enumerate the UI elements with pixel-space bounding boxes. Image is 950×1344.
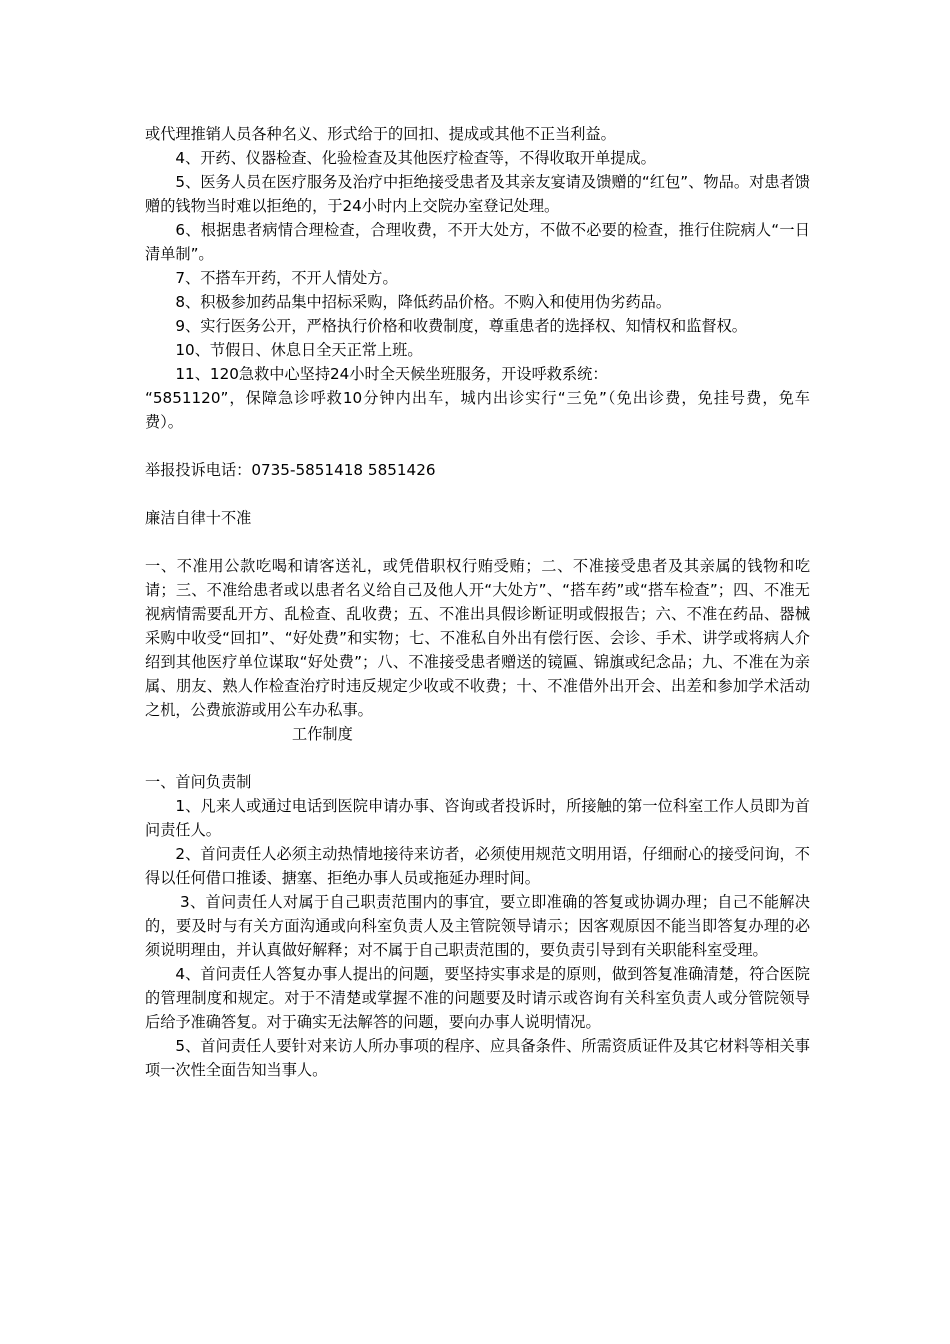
rule-item-7: 7、不搭车开药，不开人情处方。 <box>175 269 398 287</box>
ten-rules-body: 一、不准用公款吃喝和请客送礼，或凭借职权行贿受贿；二、不准接受患者及其亲属的钱物和吃请；三、不准给患者或以患者名义给自己及他人开“大处方”、“搭车药”或“搭车检查”；四、不准无视病情需要乱开方、乱检查、乱收费；五、不准出具假诊断证明或假报告；六、不准在药品、器械采购中收受“回扣”、“好处费”和实物；七、不准私自外出有偿行医、会诊、手术、讲学或将病人介绍到其他医疗单位谋取“好处费”；八、不准接受患者赠送的镜匾、锦旗或纪念品；九、不准在为亲属、朋友、熟人作检查治疗时违反规定少收或不收费；十、不准借外出开会、出差和参加学术活动之机，公费旅游或用公车办私事。 <box>145 557 810 719</box>
rule-item-10: 10、节假日、休息日全天正常上班。 <box>175 341 423 359</box>
rule-item-9: 9、实行医务公开，严格执行价格和收费制度，尊重患者的选择权、知情权和监督权。 <box>175 317 747 335</box>
work-item-4: 4、首问责任人答复办事人提出的问题，要坚持实事求是的原则，做到答复准确清楚，符合医院的管理制度和规定。对于不清楚或掌握不准的问题要及时请示或咨询有关科室负责人或分管院领导后给予准确答复。对于确实无法解答的问题，要向办事人说明情况。 <box>145 965 810 1031</box>
work-system-title: 工作制度 <box>292 725 353 743</box>
document-page <box>145 122 810 1082</box>
rule-item-4: 4、开药、仪器检查、化验检查及其他医疗检查等，不得收取开单提成。 <box>175 149 656 167</box>
rule-item-5: 5、医务人员在医疗服务及治疗中拒绝接受患者及其亲友宴请及馈赠的“红包”、物品。对患者馈赠的钱物当时难以拒绝的，于24小时内上交院办室登记处理。 <box>145 173 810 215</box>
rule-item-11-continuation: “5851120”，保障急诊呼救10分钟内出车，城内出诊实行“三免”（免出诊费，免挂号费，免车费）。 <box>145 389 810 431</box>
work-item-5: 5、首问责任人要针对来访人所办事项的程序、应具备条件、所需资质证件及其它材料等相关事项一次性全面告知当事人。 <box>145 1037 810 1079</box>
ten-rules-title: 廉洁自律十不准 <box>145 509 252 527</box>
complaint-hotline: 举报投诉电话：0735-5851418 5851426 <box>145 461 436 479</box>
rule-item-6: 6、根据患者病情合理检查，合理收费，不开大处方，不做不必要的检查，推行住院病人“一日清单制”。 <box>145 221 810 263</box>
rule-item-11: 11、120急救中心坚持24小时全天候坐班服务，开设呼救系统： <box>175 365 608 383</box>
work-item-1: 1、凡来人或通过电话到医院申请办事、咨询或者投诉时，所接触的第一位科室工作人员即为首问责任人。 <box>145 797 810 839</box>
paragraph-continuation: 或代理推销人员各种名义、形式给于的回扣、提成或其他不正当利益。 <box>145 125 616 143</box>
work-item-3: 3、首问责任人对属于自己职责范围内的事宜，要立即准确的答复或协调办理；自己不能解决的，要及时与有关方面沟通或向科室负责人及主管院领导请示；因客观原因不能当即答复办理的必须说明理由，并认真做好解释；对不属于自己职责范围的，要负责引导到有关职能科室受理。 <box>145 893 810 959</box>
work-item-2: 2、首问责任人必须主动热情地接待来访者，必须使用规范文明用语，仔细耐心的接受问询，不得以任何借口推诿、搪塞、拒绝办事人员或拖延办理时间。 <box>145 845 810 887</box>
work-system-subtitle: 一、首问负责制 <box>145 773 252 791</box>
rule-item-8: 8、积极参加药品集中招标采购，降低药品价格。不购入和使用伪劣药品。 <box>175 293 672 311</box>
